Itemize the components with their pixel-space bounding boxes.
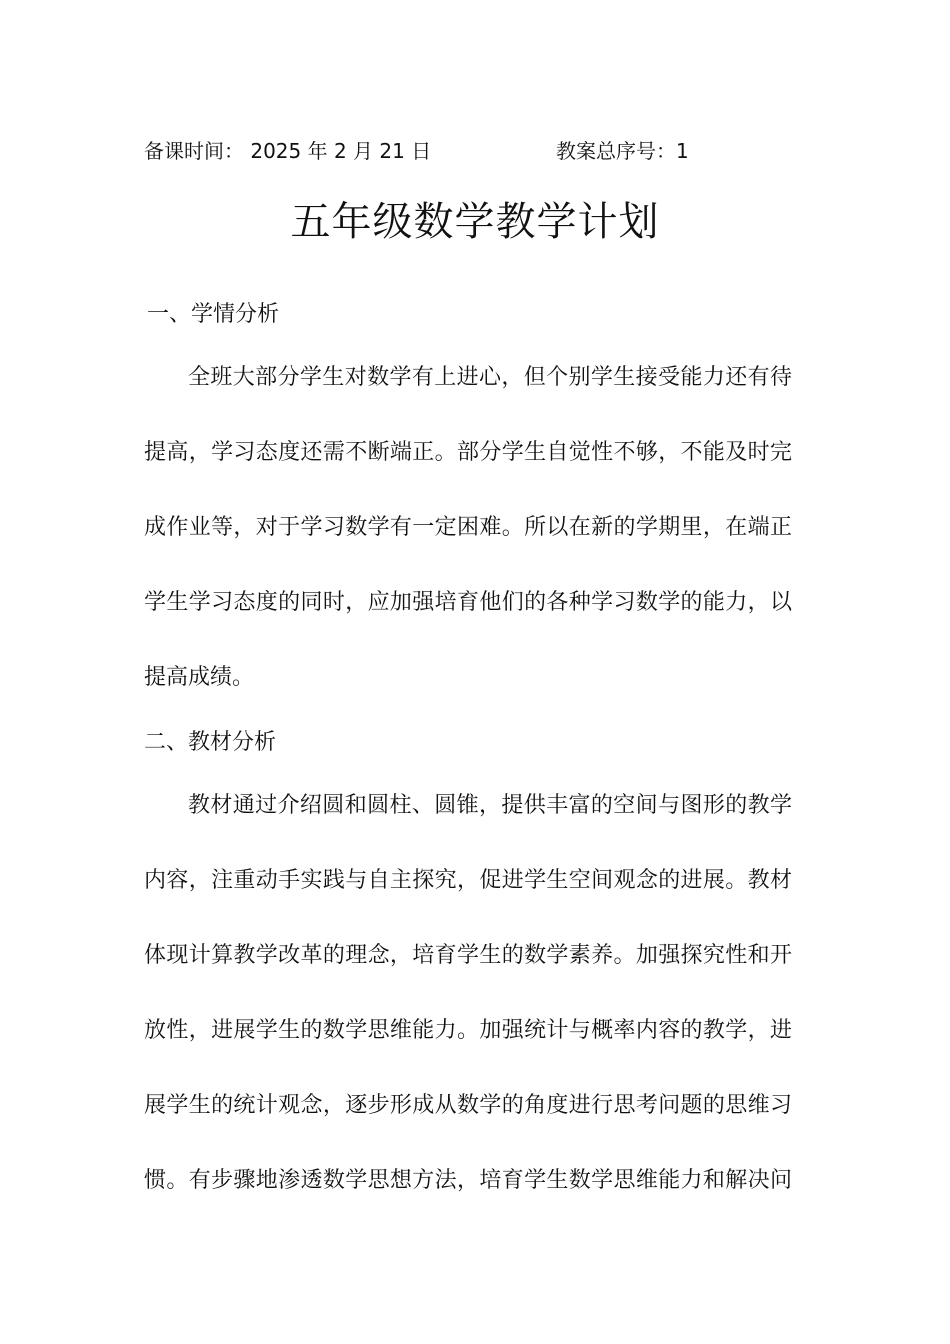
paragraph-line: 展学生的统计观念，逐步形成从数学的角度进行思考问题的思维习 xyxy=(144,1093,792,1118)
paragraph-line: 提高成绩。 xyxy=(144,665,255,690)
page-title: 五年级数学教学计划 xyxy=(290,199,660,245)
paragraph-line: 放性，进展学生的数学思维能力。加强统计与概率内容的教学，进 xyxy=(144,1018,792,1043)
paragraph-line: 惯。有步骤地渗透数学思想方法，培育学生数学思维能力和解决问 xyxy=(144,1168,792,1193)
section-heading-textbook-analysis: 二、教材分析 xyxy=(144,730,277,755)
paragraph-line: 学生学习态度的同时，应加强培育他们的各种学习数学的能力，以 xyxy=(144,590,792,615)
paragraph-line: 教材通过介绍圆和圆柱、圆锥，提供丰富的空间与图形的教学 xyxy=(188,793,792,818)
paragraph-line: 成作业等，对于学习数学有一定困难。所以在新的学期里，在端正 xyxy=(144,515,792,540)
paragraph-line: 内容，注重动手实践与自主探究，促进学生空间观念的进展。教材 xyxy=(144,868,792,893)
paragraph-line: 提高，学习态度还需不断端正。部分学生自觉性不够，不能及时完 xyxy=(144,440,792,465)
paragraph-line: 体现计算教学改革的理念，培育学生的数学素养。加强探究性和开 xyxy=(144,943,792,968)
section-heading-learning-analysis: 一、学情分析 xyxy=(147,302,280,327)
paragraph-line: 全班大部分学生对数学有上进心，但个别学生接受能力还有待 xyxy=(188,365,792,390)
lesson-number: 教案总序号：1 xyxy=(556,139,689,163)
prep-time: 备课时间： 2025 年 2 月 21 日 xyxy=(144,139,432,163)
